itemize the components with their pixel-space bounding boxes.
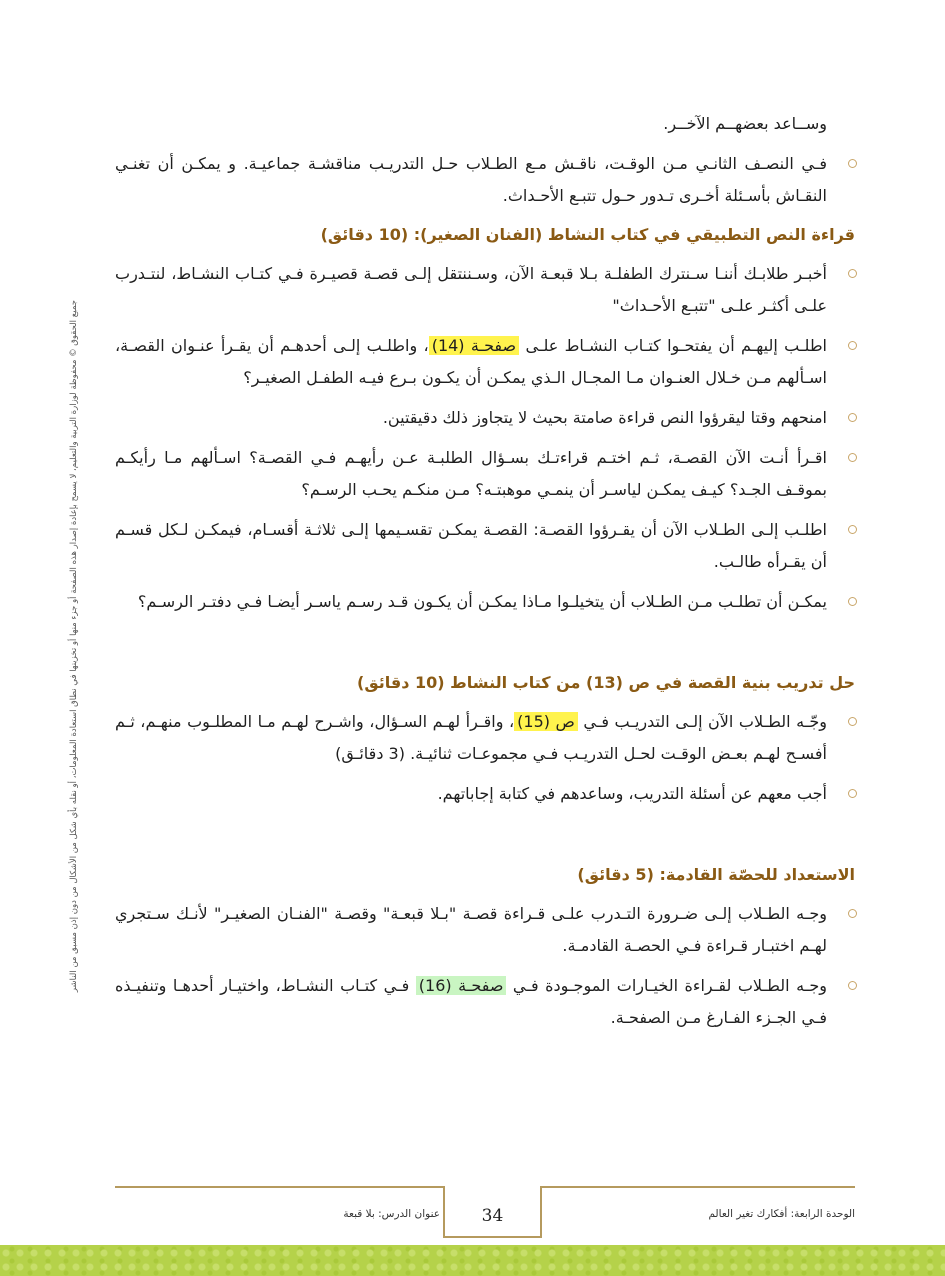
bullet-circle-icon: [848, 341, 857, 350]
list-item-text: أخبـر طلابـك أننـا سـنترك الطفلـة بـلا قبعـة الآن، وسـننتقل إلـى قصـة قصيـرة فـي كتـاب النشـاط، لنتـدرب علـى أكثـر علـى "تتبـع الأحـداث": [115, 264, 827, 315]
bullet-circle-icon: [848, 597, 857, 606]
footer-lesson-title: عنوان الدرس: بلا قبعة: [343, 1208, 440, 1220]
bullet-circle-icon: [848, 413, 857, 422]
spacer: [115, 626, 855, 664]
footer-unit-title: الوحدة الرابعة: أفكارك تغير العالم: [708, 1208, 855, 1220]
list-item-text: امنحهم وقتا ليقرؤوا النص قراءة صامتة بحيث لا يتجاوز ذلك دقيقتين.: [382, 408, 827, 427]
list-item-text: وجـه الطـلاب إلـى ضـرورة التـدرب علـى قـراءة قصـة "بـلا قبعـة" وقصـة "الفنـان الصغيـر" لأنـك سـتجري لهـم اختبـار قـراءة فـي الحصـة القادمـة.: [115, 904, 827, 955]
list-item: [115, 586, 855, 618]
list-item-text: يمكـن أن تطلـب مـن الطـلاب أن يتخيلـوا مـاذا يمكـن أن يكـون قـد رسـم ياسـر أيضـا فـي دفتـر الرسـم؟: [137, 592, 827, 611]
decorative-footer-band: [0, 1245, 945, 1276]
spacer: [115, 818, 855, 856]
page-content: [115, 108, 855, 1042]
list-item: [115, 970, 855, 1034]
intro-continuation: [115, 108, 855, 140]
page-reference-highlight: صفحـة (14): [429, 336, 519, 355]
list-item-text: اطلـب إليهـم أن يفتحـوا كتـاب النشـاط علـى صفحـة (14)، واطلـب إلـى أحدهـم أن يقـرأ عنـوان القصـة، اسـألهم مـن خـلال العنـوان مـا المجـال الـذي يمكـن أن يكـون بـرع فيـه الطفـل الصغيـر؟: [115, 336, 828, 387]
copyright-side-note: [44, 300, 104, 993]
bullet-circle-icon: [848, 789, 857, 798]
list-item: [115, 330, 855, 394]
list-item: [115, 706, 855, 770]
bullet-circle-icon: [848, 269, 857, 278]
copyright-text: جميع الحقوق © محفوظة لوزارة التربية والتعليم، لا يسمح بإعادة إصدار هذه الصفحة أو جزء منها أو تخزينها في نطاق استعادة المعلومات، أو نقله بأي شكل من الأشكال من دون إذن مسبق من الناشر: [69, 300, 79, 993]
list-item: [115, 148, 855, 212]
list-item-text: اقـرأ أنـت الآن القصـة، ثـم اختـم قراءتـك بسـؤال الطلبـة عـن رأيهـم فـي القصـة؟ اسـألهم مـا رأيكـم بموقـف الجـد؟ كيـف يمكـن لياسـر أن ينمـي موهبتـه؟ مـن منكـم يحـب الرسـم؟: [115, 448, 827, 499]
section-heading-reading: قراءة النص التطبيقي في كتاب النشاط (الفنان الصغير): (10 دقائق): [320, 225, 855, 244]
list-item: [115, 258, 855, 322]
list-item-text: وجّـه الطـلاب الآن إلـى التدريـب فـي ص (15)، واقـرأ لهـم السـؤال، واشـرح لهـم مـا المطلـوب منهـم، ثـم أفسـح لهـم بعـض الوقـت لحـل التدريـب فـي مجموعـات ثنائيـة. (3 دقائـق): [115, 712, 828, 763]
bullet-circle-icon: [848, 159, 857, 168]
list-item-text: وجـه الطـلاب لقـراءة الخيـارات الموجـودة فـي صفحـة (16) فـي كتـاب النشـاط، واختيـار أحدهـا وتنفيـذه فـي الجـزء الفـارغ مـن الصفحـة.: [115, 976, 827, 1027]
list-item-text: أجب معهم عن أسئلة التدريب، وساعدهم في كتابة إجاباتهم.: [437, 784, 827, 803]
intro-line: وســاعد بعضهــم الآخــر.: [663, 114, 827, 133]
bullet-circle-icon: [848, 717, 857, 726]
list-item-text: فـي النصـف الثانـي مـن الوقـت، ناقـش مـع الطـلاب حـل التدريـب مناقشـة جماعيـة. و يمكـن أن تغنـي النقـاش بأسـئلة أخـرى تـدور حـول تتبـع الأحـداث.: [115, 154, 827, 205]
section-heading-preparation: الاستعداد للحصّة القادمة: (5 دقائق): [577, 865, 855, 884]
footer-divider-left: [115, 1186, 445, 1188]
section-heading-exercise: حل تدريب بنية القصة في ص (13) من كتاب النشاط (10 دقائق): [357, 673, 855, 692]
page-number: 34: [481, 1206, 504, 1226]
page-reference-highlight: ص (15): [514, 712, 578, 731]
list-item-text: اطلـب إلـى الطـلاب الآن أن يقـرؤوا القصـة: القصـة يمكـن تقسـيمها إلـى ثلاثـة أقسـام، فيمكـن لـكل قسـم أن يقـرأه طالـب.: [115, 520, 827, 571]
list-item: [115, 402, 855, 434]
bullet-circle-icon: [848, 525, 857, 534]
page-reference-highlight: صفحـة (16): [416, 976, 507, 995]
list-item: [115, 898, 855, 962]
footer-divider-right: [540, 1186, 855, 1188]
list-item: [115, 442, 855, 506]
bullet-circle-icon: [848, 909, 857, 918]
bullet-circle-icon: [848, 981, 857, 990]
list-item: [115, 514, 855, 578]
bullet-circle-icon: [848, 453, 857, 462]
list-item: [115, 778, 855, 810]
